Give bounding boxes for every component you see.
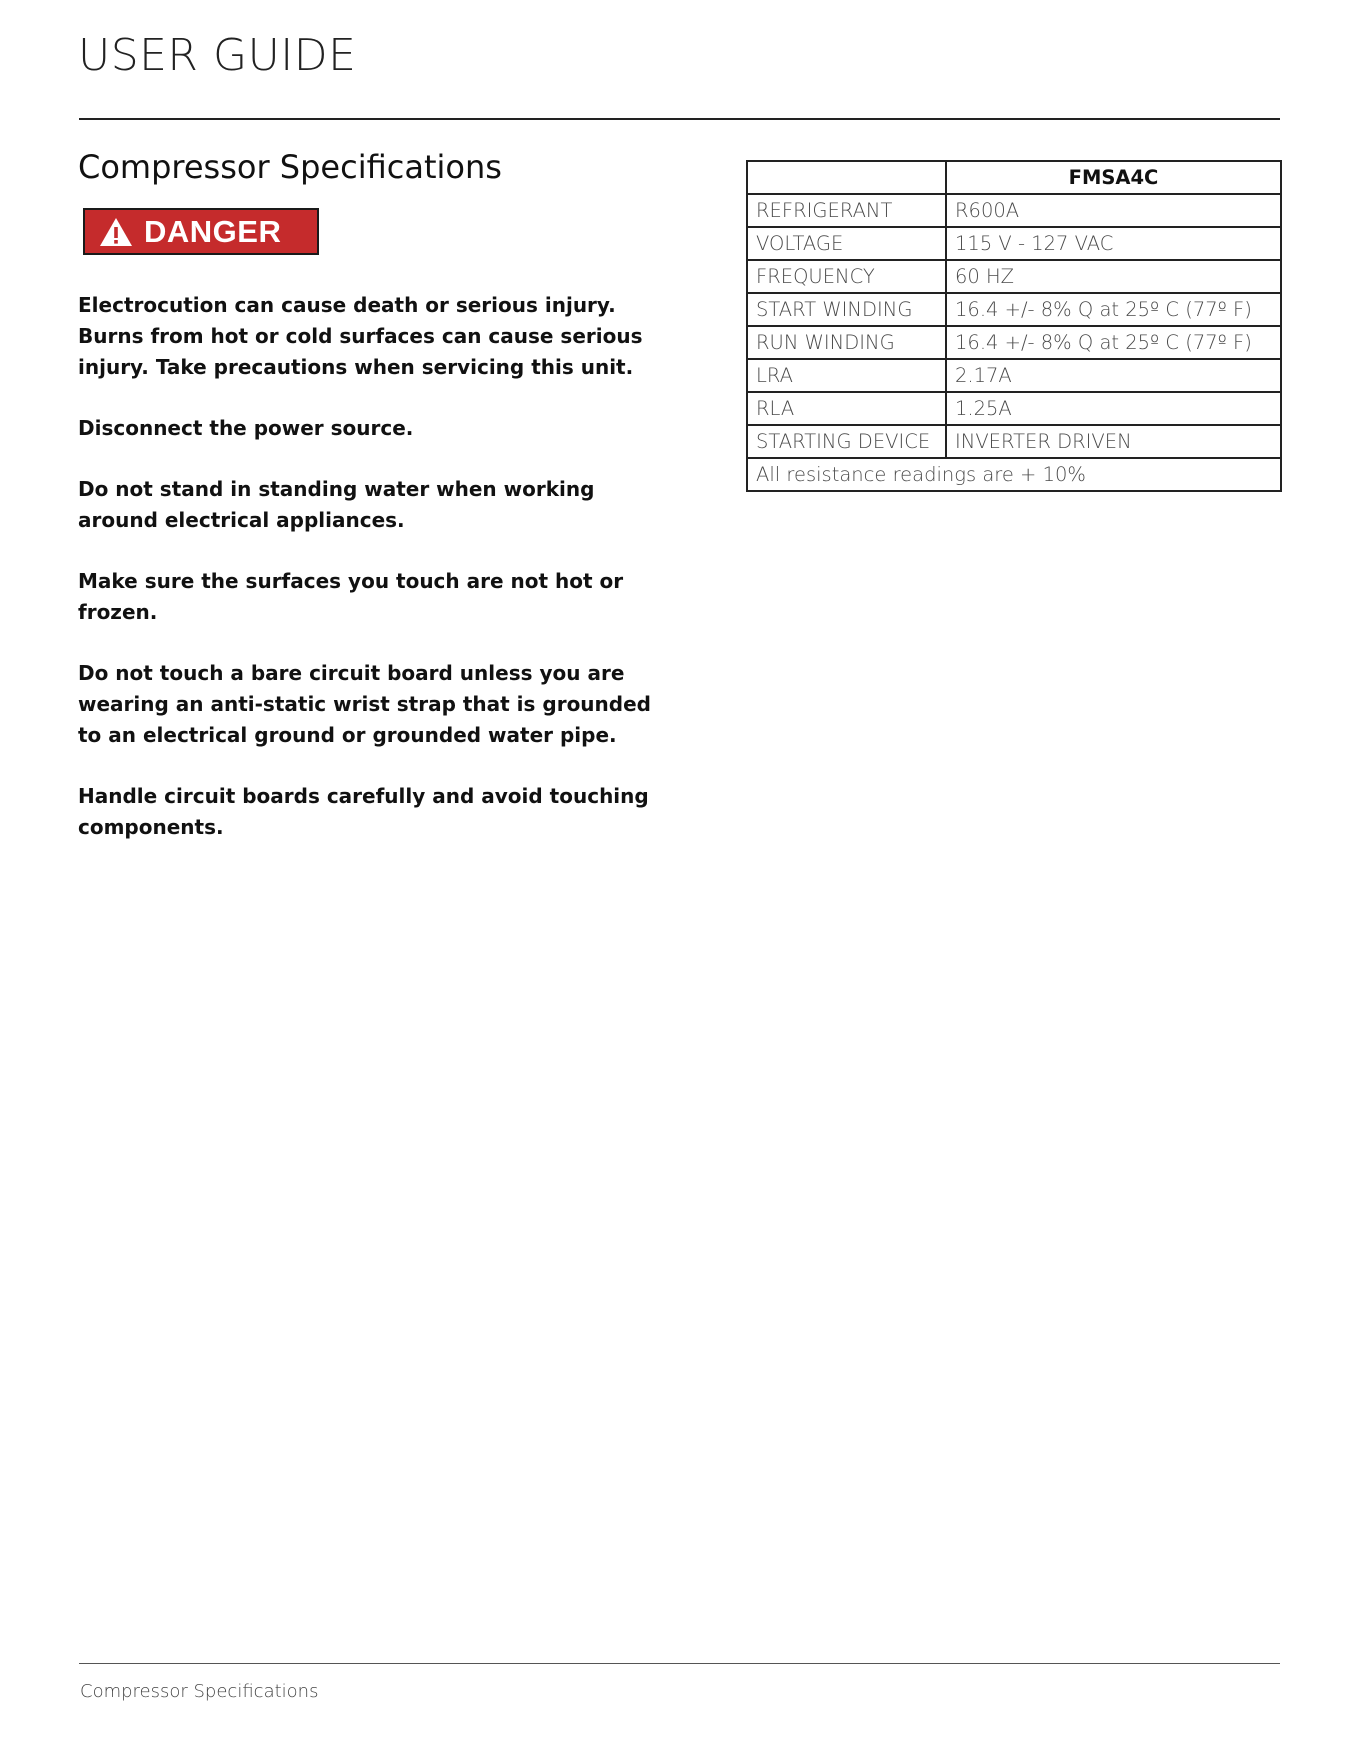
table-row — [747, 425, 1281, 458]
warning-circuit-board-strap: Do not touch a bare circuit board unless you are wearing an anti-static wrist strap that is grounded to an electrical ground or grounded water pipe. — [78, 661, 651, 747]
section-title: Compressor Specifications — [78, 148, 502, 186]
table-header-row — [747, 161, 1281, 194]
spec-value: 16.4 +/- 8% Q at 25º C (77º F) — [946, 293, 1281, 326]
spec-label: RUN WINDING — [747, 326, 946, 359]
warning-list — [78, 290, 658, 873]
table-row — [747, 293, 1281, 326]
warning-surfaces: Make sure the surfaces you touch are not hot or frozen. — [78, 569, 624, 624]
table-header-empty — [747, 161, 946, 194]
warning-triangle-icon — [99, 217, 133, 247]
spec-label: LRA — [747, 359, 946, 392]
warning-disconnect-power: Disconnect the power source. — [78, 416, 414, 440]
spec-label: STARTING DEVICE — [747, 425, 946, 458]
table-row — [747, 359, 1281, 392]
table-header-model: FMSA4C — [946, 161, 1281, 194]
spec-label: VOLTAGE — [747, 227, 946, 260]
spec-value: 60 HZ — [946, 260, 1281, 293]
spec-label: RLA — [747, 392, 946, 425]
table-row — [747, 227, 1281, 260]
table-note-row — [747, 458, 1281, 491]
table-row — [747, 326, 1281, 359]
footer-divider — [79, 1663, 1280, 1664]
danger-label — [83, 208, 319, 255]
spec-value: 16.4 +/- 8% Q at 25º C (77º F) — [946, 326, 1281, 359]
table-note: All resistance readings are + 10% — [747, 458, 1281, 491]
danger-text: DANGER — [144, 214, 282, 249]
header-divider — [79, 118, 1280, 120]
spec-label: START WINDING — [747, 293, 946, 326]
compressor-spec-table — [746, 160, 1282, 492]
table-row — [747, 260, 1281, 293]
footer-section-name: Compressor Specifications — [80, 1681, 319, 1702]
spec-value: 1.25A — [946, 392, 1281, 425]
warning-standing-water: Do not stand in standing water when working around electrical appliances. — [78, 477, 595, 532]
spec-label: REFRIGERANT — [747, 194, 946, 227]
spec-value: 2.17A — [946, 359, 1281, 392]
table-row — [747, 194, 1281, 227]
table-row — [747, 392, 1281, 425]
spec-value: R600A — [946, 194, 1281, 227]
spec-value: INVERTER DRIVEN — [946, 425, 1281, 458]
warning-handle-boards: Handle circuit boards carefully and avoid touching components. — [78, 784, 649, 839]
spec-label: FREQUENCY — [747, 260, 946, 293]
spec-value: 115 V - 127 VAC — [946, 227, 1281, 260]
document-title: USER GUIDE — [78, 30, 357, 81]
warning-electrocution: Electrocution can cause death or serious injury. Burns from hot or cold surfaces can cause serious injury. Take precautions when servicing this unit. — [78, 293, 643, 379]
